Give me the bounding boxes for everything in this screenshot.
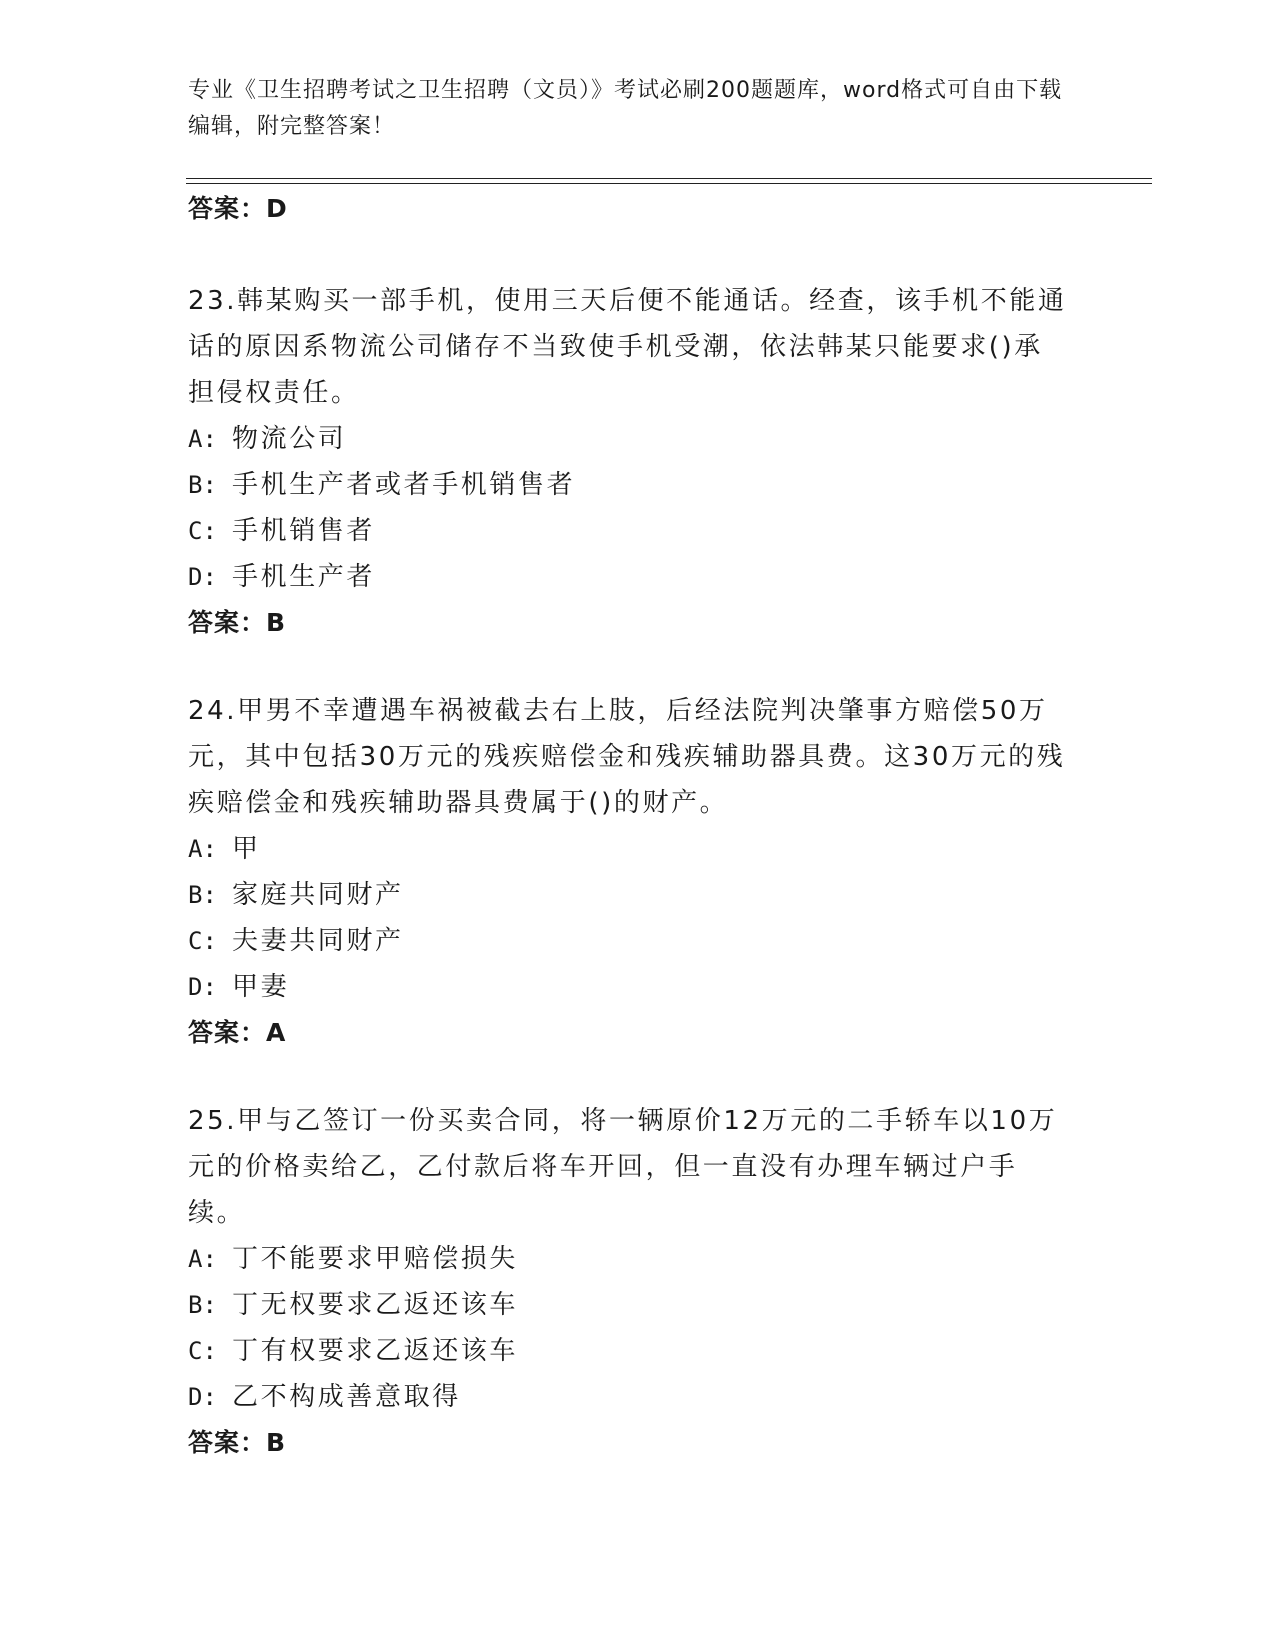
answer-value: B xyxy=(266,608,287,637)
document-body xyxy=(188,186,1068,1466)
option-text: 物流公司 xyxy=(232,424,347,454)
question-stem: 25.甲与乙签订一份买卖合同，将一辆原价12万元的二手轿车以10万元的价格卖给乙，乙付款后将车开回，但一直没有办理车辆过户手续。 xyxy=(188,1106,1058,1228)
option-a xyxy=(188,1236,1068,1282)
option-a xyxy=(188,826,1068,872)
question-24 xyxy=(188,688,1068,1056)
header-rule-top xyxy=(186,178,1152,179)
option-letter: B: xyxy=(188,881,217,909)
option-text: 丁不能要求甲赔偿损失 xyxy=(232,1244,519,1274)
option-c xyxy=(188,918,1068,964)
option-text: 甲妻 xyxy=(232,972,290,1002)
option-c xyxy=(188,508,1068,554)
option-a xyxy=(188,416,1068,462)
option-letter: A: xyxy=(188,835,217,863)
option-letter: A: xyxy=(188,425,217,453)
answer-value: A xyxy=(266,1018,287,1047)
option-text: 丁无权要求乙返还该车 xyxy=(232,1290,519,1320)
question-answer xyxy=(188,600,1068,646)
question-23 xyxy=(188,278,1068,646)
option-letter: A: xyxy=(188,1245,217,1273)
option-c xyxy=(188,1328,1068,1374)
option-d xyxy=(188,1374,1068,1420)
question-answer xyxy=(188,1010,1068,1056)
option-letter: C: xyxy=(188,1337,217,1365)
option-letter: B: xyxy=(188,471,217,499)
option-text: 家庭共同财产 xyxy=(232,880,404,910)
option-text: 手机销售者 xyxy=(232,516,376,546)
option-d xyxy=(188,554,1068,600)
answer-value: D xyxy=(266,194,288,223)
option-letter: C: xyxy=(188,927,217,955)
answer-value: B xyxy=(266,1428,287,1457)
answer-label: 答案： xyxy=(188,1018,267,1047)
question-25 xyxy=(188,1098,1068,1466)
option-letter: B: xyxy=(188,1291,217,1319)
option-letter: D: xyxy=(188,1383,217,1411)
option-b xyxy=(188,1282,1068,1328)
header-rule-bottom xyxy=(186,183,1152,184)
question-answer xyxy=(188,1420,1068,1466)
answer-label: 答案： xyxy=(188,194,267,223)
document-header: 专业《卫生招聘考试之卫生招聘（文员）》考试必刷200题题库，word格式可自由下载编辑，附完整答案！ xyxy=(188,78,1063,139)
option-text: 夫妻共同财产 xyxy=(232,926,404,956)
answer-label: 答案： xyxy=(188,608,267,637)
previous-answer xyxy=(188,186,1068,232)
question-stem: 24.甲男不幸遭遇车祸被截去右上肢，后经法院判决肇事方赔偿50万元，其中包括30万元的残疾赔偿金和残疾辅助器具费。这30万元的残疾赔偿金和残疾辅助器具费属于()的财产。 xyxy=(188,696,1066,818)
option-text: 手机生产者 xyxy=(232,562,376,592)
option-letter: C: xyxy=(188,517,217,545)
answer-label: 答案： xyxy=(188,1428,267,1457)
option-letter: D: xyxy=(188,563,217,591)
option-b xyxy=(188,462,1068,508)
option-text: 手机生产者或者手机销售者 xyxy=(232,470,576,500)
option-text: 乙不构成善意取得 xyxy=(232,1382,461,1412)
option-text: 丁有权要求乙返还该车 xyxy=(232,1336,519,1366)
option-d xyxy=(188,964,1068,1010)
question-stem: 23.韩某购买一部手机，使用三天后便不能通话。经查，该手机不能通话的原因系物流公司储存不当致使手机受潮，依法韩某只能要求()承担侵权责任。 xyxy=(188,286,1067,408)
option-text: 甲 xyxy=(232,834,261,864)
option-letter: D: xyxy=(188,973,217,1001)
option-b xyxy=(188,872,1068,918)
